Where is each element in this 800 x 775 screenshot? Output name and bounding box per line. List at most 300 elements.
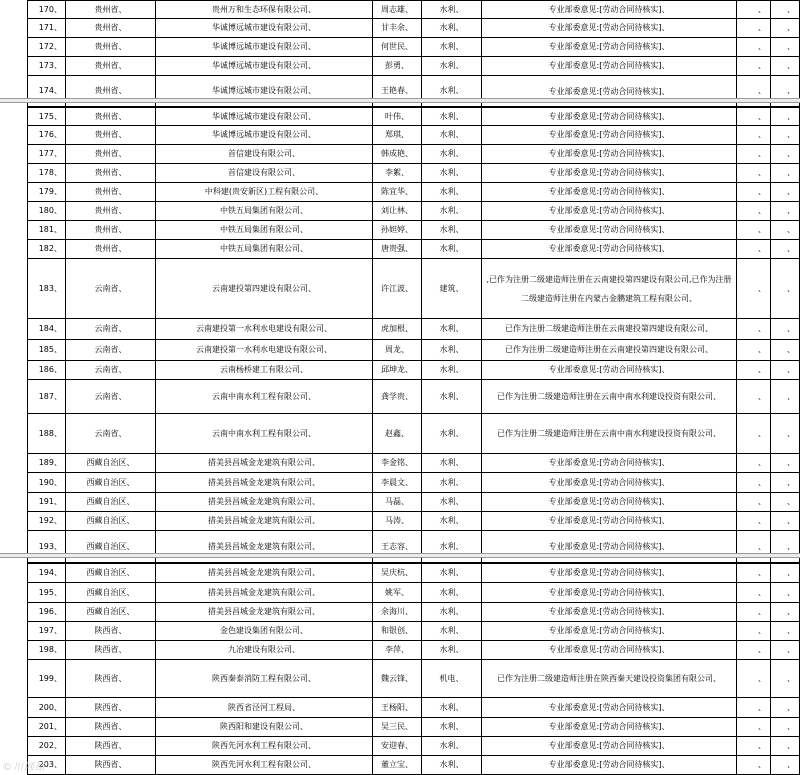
table-row	[0, 126, 800, 145]
extra-cell-1: 、	[736, 164, 770, 183]
province-cell: 云南省、	[65, 340, 155, 361]
category-cell: 水利、	[421, 0, 481, 19]
note-cell: 专业部委意见:[劳动合同待核实]、	[481, 38, 736, 57]
table-row	[0, 563, 800, 583]
table-row	[0, 512, 800, 531]
person-name-cell: 李萍、	[372, 641, 421, 660]
row-index: 179、	[27, 183, 65, 202]
province-cell: 云南省、	[65, 361, 155, 380]
province-cell: 贵州省、	[65, 126, 155, 145]
category-cell: 水利、	[421, 183, 481, 202]
extra-cell-1: 、	[736, 319, 770, 340]
extra-cell-1: 、	[736, 718, 770, 737]
category-cell: 水利、	[421, 563, 481, 583]
table-row	[0, 183, 800, 202]
extra-cell-1: 、	[736, 340, 770, 361]
extra-cell-2: 、	[770, 221, 800, 240]
category-cell: 水利、	[421, 319, 481, 340]
table-row	[0, 473, 800, 493]
note-cell: 专业部委意见:[劳动合同待核实]、	[481, 718, 736, 737]
table-row	[0, 202, 800, 221]
person-name-cell: 李晨文、	[372, 473, 421, 493]
province-cell: 陕西省、	[65, 641, 155, 660]
person-name-cell: 魏云锋、	[372, 660, 421, 698]
company-cell: 云南杨桥建工有限公司、	[155, 361, 372, 380]
person-name-cell: 李金铭、	[372, 454, 421, 473]
province-cell: 贵州省、	[65, 240, 155, 259]
extra-cell-2: 、	[770, 414, 800, 454]
company-cell: 措美县昌城金龙建筑有限公司、	[155, 473, 372, 493]
extra-cell-1: 、	[736, 512, 770, 531]
person-name-cell: 马涛、	[372, 512, 421, 531]
row-index: 200、	[27, 698, 65, 718]
extra-cell-2: 、	[770, 183, 800, 202]
row-index: 183、	[27, 259, 65, 319]
province-cell: 贵州省、	[65, 107, 155, 126]
province-cell: 贵州省、	[65, 0, 155, 19]
company-cell: 中科建(贵安新区)工程有限公司、	[155, 183, 372, 202]
extra-cell-1: 、	[736, 493, 770, 512]
watermark: ©川网络	[2, 762, 46, 773]
company-cell: 措美县昌城金龙建筑有限公司、	[155, 563, 372, 583]
category-cell: 水利、	[421, 718, 481, 737]
table-row	[0, 756, 800, 775]
extra-cell-1: 、	[736, 473, 770, 493]
province-cell: 贵州省、	[65, 164, 155, 183]
category-cell: 水利、	[421, 622, 481, 641]
company-cell: 措美县昌城金龙建筑有限公司、	[155, 583, 372, 603]
row-index: 180、	[27, 202, 65, 221]
extra-cell-2: 、	[770, 756, 800, 775]
province-cell: 陕西省、	[65, 698, 155, 718]
note-cell: 专业部委意见:[劳动合同待核实]、	[481, 221, 736, 240]
table-row	[0, 641, 800, 660]
note-cell: 专业部委意见:[劳动合同待核实]、	[481, 183, 736, 202]
person-name-cell: 吴三民、	[372, 718, 421, 737]
category-cell: 水利、	[421, 38, 481, 57]
extra-cell-2: 、	[770, 718, 800, 737]
company-cell: 云南建投第四建设有限公司、	[155, 259, 372, 319]
note-cell: 专业部委意见:[劳动合同待核实]、	[481, 76, 736, 107]
company-cell: 陕西先河水利工程有限公司、	[155, 756, 372, 775]
note-cell: 已作为注册二级建造师注册在云南建投第四建设有限公司、	[481, 319, 736, 340]
note-cell: 专业部委意见:[劳动合同待核实]、	[481, 164, 736, 183]
extra-cell-2: 、	[770, 583, 800, 603]
person-name-cell: 彭勇、	[372, 57, 421, 76]
category-cell: 水利、	[421, 145, 481, 164]
row-index: 172、	[27, 38, 65, 57]
category-cell: 水利、	[421, 240, 481, 259]
person-name-cell: 董立宝、	[372, 756, 421, 775]
company-cell: 措美县昌城金龙建筑有限公司、	[155, 603, 372, 622]
company-cell: 措美县昌城金龙建筑有限公司、	[155, 531, 372, 563]
note-cell: 专业部委意见:[劳动合同待核实]、	[481, 622, 736, 641]
table-row	[0, 454, 800, 473]
person-name-cell: 龚学贵、	[372, 380, 421, 414]
province-cell: 贵州省、	[65, 19, 155, 38]
person-name-cell: 和银创、	[372, 622, 421, 641]
person-name-cell: 郑琪、	[372, 126, 421, 145]
company-cell: 首信建设有限公司、	[155, 164, 372, 183]
table-row	[0, 698, 800, 718]
person-name-cell: 虎加根、	[372, 319, 421, 340]
extra-cell-2: 、	[770, 76, 800, 107]
extra-cell-1: 、	[736, 583, 770, 603]
province-cell: 西藏自治区、	[65, 493, 155, 512]
row-index: 174、	[27, 76, 65, 107]
note-cell: 专业部委意见:[劳动合同待核实]、	[481, 19, 736, 38]
row-index: 192、	[27, 512, 65, 531]
province-cell: 云南省、	[65, 414, 155, 454]
extra-cell-2: 、	[770, 107, 800, 126]
table-row	[0, 531, 800, 563]
extra-cell-1: 、	[736, 221, 770, 240]
note-cell: 专业部委意见:[劳动合同待核实]、	[481, 454, 736, 473]
note-cell: 专业部委意见:[劳动合同待核实]、	[481, 563, 736, 583]
row-index: 195、	[27, 583, 65, 603]
person-name-cell: 刘让林、	[372, 202, 421, 221]
province-cell: 陕西省、	[65, 660, 155, 698]
row-index: 197、	[27, 622, 65, 641]
note-cell: 已作为注册二级建造师注册在云南中南水利建设投资有限公司、	[481, 380, 736, 414]
company-cell: 措美县昌城金龙建筑有限公司、	[155, 454, 372, 473]
extra-cell-1: 、	[736, 19, 770, 38]
table-row	[0, 718, 800, 737]
extra-cell-2: 、	[770, 473, 800, 493]
page-break	[0, 98, 800, 103]
row-index: 188、	[27, 414, 65, 454]
extra-cell-1: 、	[736, 107, 770, 126]
province-cell: 贵州省、	[65, 57, 155, 76]
person-name-cell: 甘丰余、	[372, 19, 421, 38]
row-index: 185、	[27, 340, 65, 361]
row-index: 198、	[27, 641, 65, 660]
category-cell: 水利、	[421, 164, 481, 183]
category-cell: 水利、	[421, 641, 481, 660]
extra-cell-1: 、	[736, 126, 770, 145]
company-cell: 华诚博远城市建设有限公司、	[155, 126, 372, 145]
category-cell: 水利、	[421, 19, 481, 38]
extra-cell-1: 、	[736, 57, 770, 76]
table-row	[0, 240, 800, 259]
category-cell: 水利、	[421, 583, 481, 603]
category-cell: 水利、	[421, 221, 481, 240]
table-row	[0, 622, 800, 641]
person-name-cell: 李絮、	[372, 164, 421, 183]
province-cell: 西藏自治区、	[65, 583, 155, 603]
extra-cell-2: 、	[770, 240, 800, 259]
extra-cell-1: 、	[736, 202, 770, 221]
note-cell: 专业部委意见:[劳动合同待核实]、	[481, 0, 736, 19]
province-cell: 西藏自治区、	[65, 454, 155, 473]
company-cell: 中铁五局集团有限公司、	[155, 202, 372, 221]
extra-cell-1: 、	[736, 641, 770, 660]
row-index: 181、	[27, 221, 65, 240]
company-cell: 云南中南水利工程有限公司、	[155, 380, 372, 414]
province-cell: 贵州省、	[65, 202, 155, 221]
company-cell: 华诚博远城市建设有限公司、	[155, 107, 372, 126]
extra-cell-1: 、	[736, 698, 770, 718]
company-cell: 中铁五局集团有限公司、	[155, 240, 372, 259]
row-index: 187、	[27, 380, 65, 414]
company-cell: 华诚博远城市建设有限公司、	[155, 19, 372, 38]
province-cell: 西藏自治区、	[65, 512, 155, 531]
province-cell: 西藏自治区、	[65, 531, 155, 563]
note-cell: 专业部委意见:[劳动合同待核实]、	[481, 583, 736, 603]
note-cell: 专业部委意见:[劳动合同待核实]、	[481, 603, 736, 622]
table-row	[0, 164, 800, 183]
extra-cell-2: 、	[770, 493, 800, 512]
note-cell: 专业部委意见:[劳动合同待核实]、	[481, 240, 736, 259]
note-cell: 专业部委意见:[劳动合同待核实]、	[481, 493, 736, 512]
company-cell: 措美县昌城金龙建筑有限公司、	[155, 493, 372, 512]
province-cell: 陕西省、	[65, 756, 155, 775]
note-cell: 专业部委意见:[劳动合同待核实]、	[481, 756, 736, 775]
table-row	[0, 583, 800, 603]
table-row	[0, 259, 800, 319]
extra-cell-2: 、	[770, 603, 800, 622]
row-index: 191、	[27, 493, 65, 512]
extra-cell-2: 、	[770, 563, 800, 583]
category-cell: 水利、	[421, 380, 481, 414]
person-name-cell: 孙妲婷、	[372, 221, 421, 240]
note-cell: 专业部委意见:[劳动合同待核实]、	[481, 57, 736, 76]
row-index: 176、	[27, 126, 65, 145]
person-name-cell: 韩成艳、	[372, 145, 421, 164]
category-cell: 水利、	[421, 202, 481, 221]
extra-cell-2: 、	[770, 19, 800, 38]
table-row	[0, 145, 800, 164]
table-row	[0, 603, 800, 622]
note-cell: 专业部委意见:[劳动合同待核实]、	[481, 512, 736, 531]
extra-cell-2: 、	[770, 202, 800, 221]
extra-cell-2: 、	[770, 737, 800, 756]
extra-cell-1: 、	[736, 454, 770, 473]
table-row	[0, 737, 800, 756]
note-cell: 专业部委意见:[劳动合同待核实]、	[481, 531, 736, 563]
category-cell: 水利、	[421, 531, 481, 563]
category-cell: 机电、	[421, 660, 481, 698]
table-row	[0, 493, 800, 512]
extra-cell-2: 、	[770, 361, 800, 380]
extra-cell-2: 、	[770, 259, 800, 319]
extra-cell-2: 、	[770, 38, 800, 57]
extra-cell-2: 、	[770, 319, 800, 340]
company-cell: 九冶建设有限公司、	[155, 641, 372, 660]
person-name-cell: 许江波、	[372, 259, 421, 319]
extra-cell-1: 、	[736, 563, 770, 583]
province-cell: 贵州省、	[65, 38, 155, 57]
extra-cell-1: 、	[736, 240, 770, 259]
table-row	[0, 414, 800, 454]
extra-cell-2: 、	[770, 0, 800, 19]
table-row	[0, 107, 800, 126]
company-cell: 中铁五局集团有限公司、	[155, 221, 372, 240]
row-index: 175、	[27, 107, 65, 126]
table-row	[0, 19, 800, 38]
row-index: 196、	[27, 603, 65, 622]
person-name-cell: 周志雄、	[372, 0, 421, 19]
note-cell: 专业部委意见:[劳动合同待核实]、	[481, 641, 736, 660]
note-cell: 专业部委意见:[劳动合同待核实]、	[481, 202, 736, 221]
extra-cell-1: 、	[736, 622, 770, 641]
extra-cell-2: 、	[770, 57, 800, 76]
person-name-cell: 姚军、	[372, 583, 421, 603]
table-row	[0, 319, 800, 340]
page-break	[0, 553, 800, 558]
extra-cell-1: 、	[736, 259, 770, 319]
table-row	[0, 221, 800, 240]
category-cell: 水利、	[421, 454, 481, 473]
person-name-cell: 周龙、	[372, 340, 421, 361]
row-index: 186、	[27, 361, 65, 380]
row-index: 199、	[27, 660, 65, 698]
note-cell: 专业部委意见:[劳动合同待核实]、	[481, 126, 736, 145]
table-row	[0, 340, 800, 361]
province-cell: 贵州省、	[65, 183, 155, 202]
province-cell: 贵州省、	[65, 221, 155, 240]
row-index: 201、	[27, 718, 65, 737]
extra-cell-2: 、	[770, 454, 800, 473]
person-name-cell: 王志容、	[372, 531, 421, 563]
person-name-cell: 陈宜华、	[372, 183, 421, 202]
row-index: 194、	[27, 563, 65, 583]
extra-cell-1: 、	[736, 380, 770, 414]
extra-cell-2: 、	[770, 126, 800, 145]
row-index: 202、	[27, 737, 65, 756]
person-name-cell: 安迎春、	[372, 737, 421, 756]
person-name-cell: 何世民、	[372, 38, 421, 57]
extra-cell-2: 、	[770, 145, 800, 164]
category-cell: 水利、	[421, 340, 481, 361]
extra-cell-1: 、	[736, 756, 770, 775]
person-name-cell: 叶伟、	[372, 107, 421, 126]
province-cell: 云南省、	[65, 319, 155, 340]
company-cell: 陕西省泾河工程局、	[155, 698, 372, 718]
company-cell: 云南中南水利工程有限公司、	[155, 414, 372, 454]
row-index: 170、	[27, 0, 65, 19]
table-row	[0, 660, 800, 698]
extra-cell-1: 、	[736, 660, 770, 698]
person-name-cell: 邱坤龙、	[372, 361, 421, 380]
table-row	[0, 57, 800, 76]
province-cell: 陕西省、	[65, 718, 155, 737]
table-row	[0, 380, 800, 414]
row-index: 193、	[27, 531, 65, 563]
category-cell: 水利、	[421, 473, 481, 493]
extra-cell-1: 、	[736, 737, 770, 756]
note-cell: 已作为注册二级建造师注册在云南建投第四建设有限公司、	[481, 340, 736, 361]
extra-cell-1: 、	[736, 145, 770, 164]
province-cell: 西藏自治区、	[65, 603, 155, 622]
company-cell: 陕西秦泰消防工程有限公司、	[155, 660, 372, 698]
extra-cell-2: 、	[770, 622, 800, 641]
row-index: 203、	[27, 756, 65, 775]
row-index: 178、	[27, 164, 65, 183]
note-cell: 专业部委意见:[劳动合同待核实]、	[481, 473, 736, 493]
row-index: 173、	[27, 57, 65, 76]
province-cell: 贵州省、	[65, 76, 155, 107]
note-cell: 专业部委意见:[劳动合同待核实]、	[481, 737, 736, 756]
province-cell: 陕西省、	[65, 622, 155, 641]
extra-cell-2: 、	[770, 531, 800, 563]
company-cell: 云南建投第一水利水电建设有限公司、	[155, 319, 372, 340]
company-cell: 陕西阳和建设有限公司、	[155, 718, 372, 737]
extra-cell-1: 、	[736, 361, 770, 380]
category-cell: 水利、	[421, 361, 481, 380]
row-index: 190、	[27, 473, 65, 493]
person-name-cell: 唐贵强、	[372, 240, 421, 259]
company-cell: 华诚博远城市建设有限公司、	[155, 57, 372, 76]
company-cell: 华诚博远城市建设有限公司、	[155, 38, 372, 57]
note-cell: 专业部委意见:[劳动合同待核实]、	[481, 361, 736, 380]
table-row	[0, 38, 800, 57]
row-index: 177、	[27, 145, 65, 164]
note-cell: ,已作为注册二级建造师注册在云南建投第四建设有限公司,已作为注册二级建造师注册在内蒙古金鹏建筑工程有限公司、	[481, 259, 736, 319]
person-name-cell: 吴庆杭、	[372, 563, 421, 583]
note-cell: 已作为注册二级建造师注册在云南中南水利建设投资有限公司、	[481, 414, 736, 454]
province-cell: 西藏自治区、	[65, 473, 155, 493]
category-cell: 水利、	[421, 756, 481, 775]
category-cell: 水利、	[421, 698, 481, 718]
extra-cell-2: 、	[770, 512, 800, 531]
extra-cell-1: 、	[736, 76, 770, 107]
category-cell: 水利、	[421, 603, 481, 622]
province-cell: 云南省、	[65, 259, 155, 319]
extra-cell-1: 、	[736, 0, 770, 19]
category-cell: 水利、	[421, 107, 481, 126]
person-name-cell: 王杨阳、	[372, 698, 421, 718]
extra-cell-1: 、	[736, 531, 770, 563]
note-cell: 专业部委意见:[劳动合同待核实]、	[481, 145, 736, 164]
row-index: 189、	[27, 454, 65, 473]
note-cell: 专业部委意见:[劳动合同待核实]、	[481, 107, 736, 126]
category-cell: 水利、	[421, 57, 481, 76]
extra-cell-1: 、	[736, 414, 770, 454]
category-cell: 水利、	[421, 76, 481, 107]
person-name-cell: 王艳春、	[372, 76, 421, 107]
province-cell: 云南省、	[65, 380, 155, 414]
row-index: 184、	[27, 319, 65, 340]
row-index: 182、	[27, 240, 65, 259]
person-name-cell: 赵鑫、	[372, 414, 421, 454]
person-name-cell: 余海川、	[372, 603, 421, 622]
category-cell: 水利、	[421, 512, 481, 531]
category-cell: 水利、	[421, 493, 481, 512]
category-cell: 建筑、	[421, 259, 481, 319]
table-row	[0, 361, 800, 380]
company-cell: 措美县昌城金龙建筑有限公司、	[155, 512, 372, 531]
extra-cell-2: 、	[770, 660, 800, 698]
province-cell: 陕西省、	[65, 737, 155, 756]
category-cell: 水利、	[421, 414, 481, 454]
extra-cell-1: 、	[736, 38, 770, 57]
person-name-cell: 马磊、	[372, 493, 421, 512]
category-cell: 水利、	[421, 737, 481, 756]
extra-cell-2: 、	[770, 380, 800, 414]
category-cell: 水利、	[421, 126, 481, 145]
extra-cell-2: 、	[770, 164, 800, 183]
extra-cell-1: 、	[736, 183, 770, 202]
company-cell: 云南建投第一水利水电建设有限公司、	[155, 340, 372, 361]
extra-cell-2: 、	[770, 340, 800, 361]
province-cell: 贵州省、	[65, 145, 155, 164]
note-cell: 已作为注册二级建造师注册在陕西秦天建设投资集团有限公司、	[481, 660, 736, 698]
extra-cell-2: 、	[770, 698, 800, 718]
company-cell: 首信建设有限公司、	[155, 145, 372, 164]
note-cell: 专业部委意见:[劳动合同待核实]、	[481, 698, 736, 718]
table-row	[0, 0, 800, 19]
